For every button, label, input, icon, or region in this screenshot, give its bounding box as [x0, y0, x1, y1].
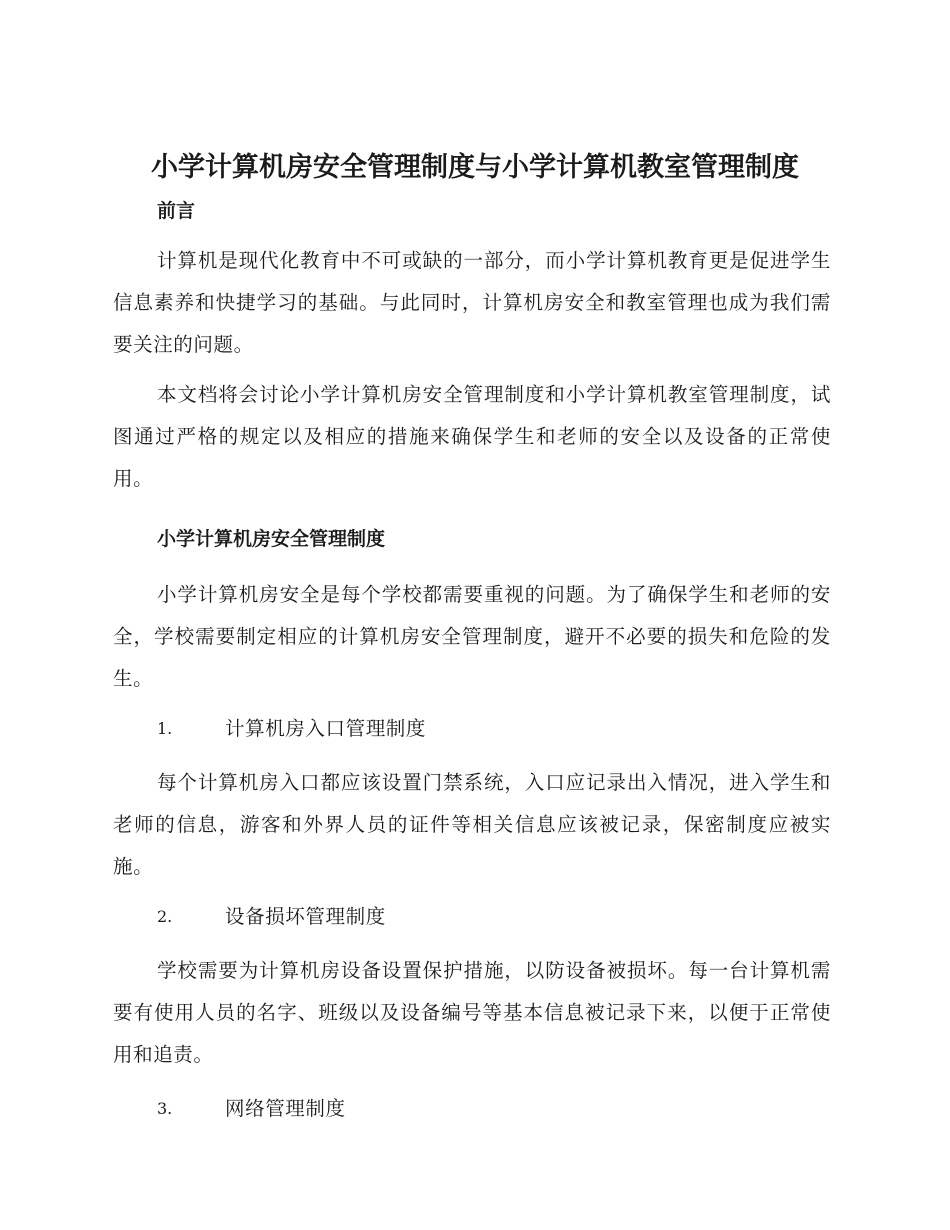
list-item-title: 设备损坏管理制度 [225, 905, 386, 928]
list-item [113, 900, 831, 934]
list-item-title: 网络管理制度 [225, 1097, 346, 1120]
list-item-number: 1. [157, 719, 173, 738]
preface-paragraph-1: 计算机是现代化教育中不可或缺的一部分，而小学计算机教育更是促进学生信息素养和快捷学习的基础。与此同时，计算机房安全和教室管理也成为我们需要关注的问题。 [113, 249, 831, 356]
list-item-title: 计算机房入口管理制度 [225, 717, 427, 740]
section1-heading: 小学计算机房安全管理制度 [157, 528, 386, 550]
list-item-number: 2. [157, 907, 173, 926]
preface-paragraph-2: 本文档将会讨论小学计算机房安全管理制度和小学计算机教室管理制度，试图通过严格的规定以及相应的措施来确保学生和老师的安全以及设备的正常使用。 [113, 383, 831, 490]
preface-heading: 前言 [157, 200, 196, 222]
document-body [113, 194, 831, 1126]
document-title: 小学计算机房安全管理制度与小学计算机教室管理制度 [151, 152, 799, 183]
section1-intro: 小学计算机房安全是每个学校都需要重视的问题。为了确保学生和老师的安全，学校需要制定相应的计算机房安全管理制度，避开不必要的损失和危险的发生。 [113, 583, 831, 690]
list-item-body: 每个计算机房入口都应该设置门禁系统，入口应记录出入情况，进入学生和老师的信息，游客和外界人员的证件等相关信息应该被记录，保密制度应被实施。 [113, 771, 831, 878]
list-item [113, 712, 831, 746]
list-item-number: 3. [157, 1099, 173, 1118]
list-item [113, 1092, 831, 1126]
list-item-body: 学校需要为计算机房设备设置保护措施，以防设备被损坏。每一台计算机需要有使用人员的名字、班级以及设备编号等基本信息被记录下来，以便于正常使用和追责。 [113, 959, 831, 1066]
